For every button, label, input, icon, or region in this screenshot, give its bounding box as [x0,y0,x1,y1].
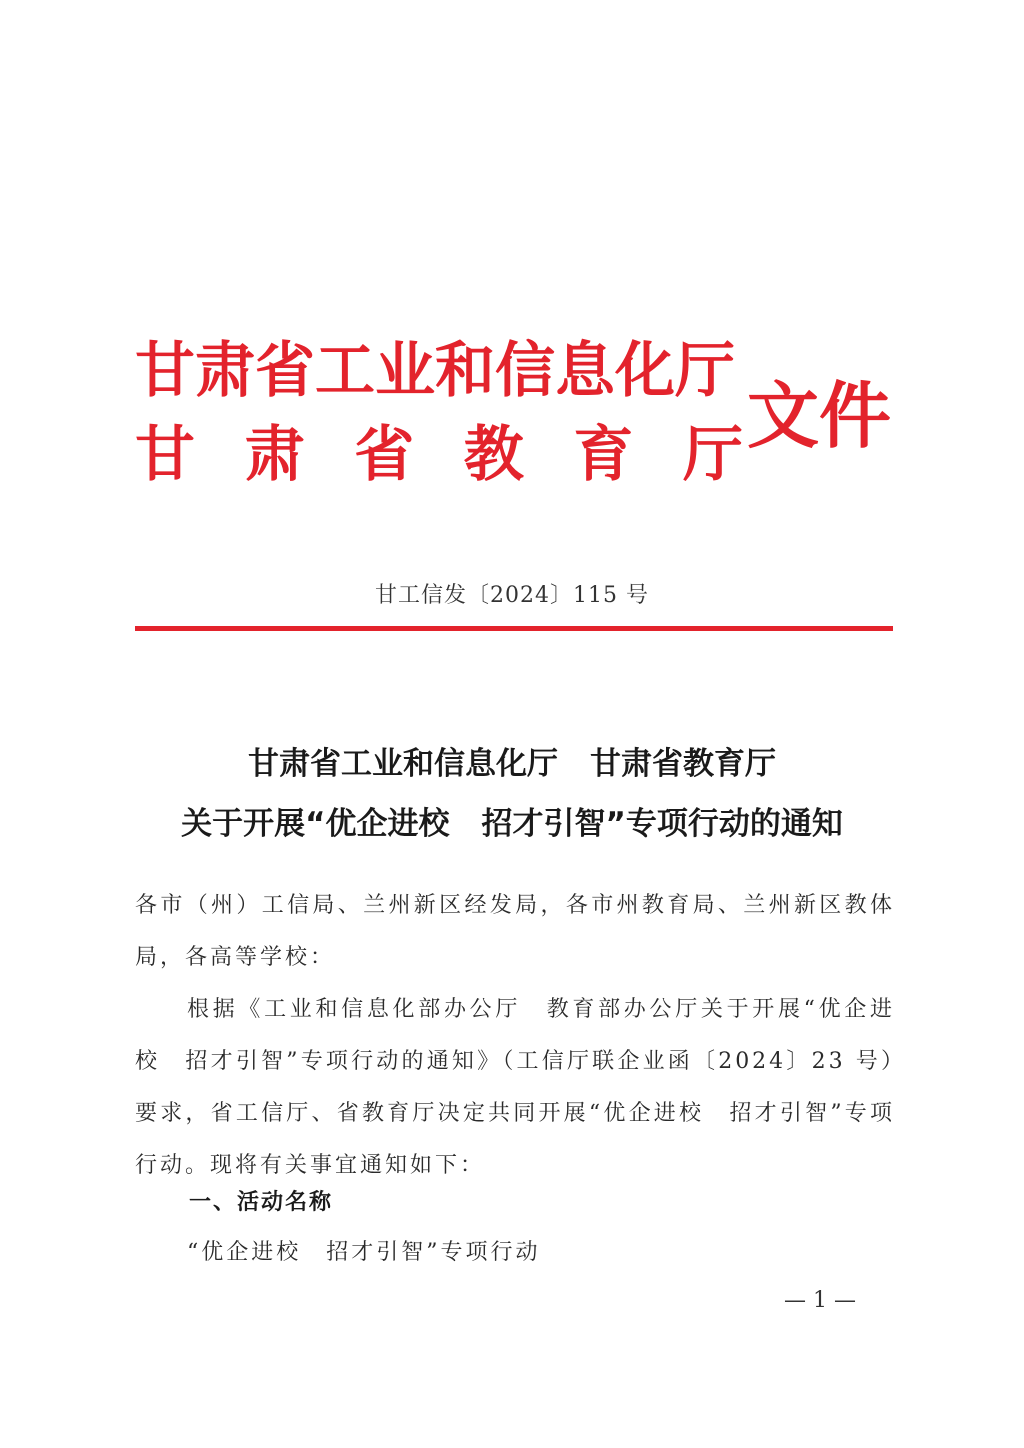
red-divider-line [135,626,893,631]
title-issuer-2: 甘肃省教育厅 [590,746,776,782]
document-number: 甘工信发〔2024〕115 号 [375,583,649,608]
title-issuer-1: 甘肃省工业和信息化厅 [248,746,558,782]
issuer-char: 甘 [135,422,195,488]
addressee: 各市（州）工信局、兰州新区经发局，各市州教育局、兰州新区教体局，各高等学校： [135,893,895,970]
issuer-name-education [135,422,743,488]
issuer-char: 厅 [682,422,743,488]
notice-title-line-1 [120,738,904,783]
notice-title-line-2 [120,798,904,843]
section-heading-1: 一、活动名称 [189,1190,334,1215]
issuer-char: 肃 [244,422,305,488]
title-subject-1: 关于开展“优企进校 [181,806,450,842]
title-subject-2: 招才引智”专项行动的通知 [481,806,843,842]
issuer-char: 育 [573,422,634,488]
body-paragraph-1: 根据《工业和信息化部办公厅 教育部办公厅关于开展“优企进校 招才引智”专项行动的通知》（工信厅联企业函〔2024〕23 号）要求，省工信厅、省教育厅决定共同开展“优企进校 招才引智”专项行动。现将有关事宜通知如下： [135,997,895,1178]
issuer-name-industry: 甘肃省工业和信息化厅 [135,338,735,404]
issuer-char: 省 [354,422,415,488]
document-word: 文件 [747,374,892,458]
issuer-char: 教 [463,422,524,488]
red-masthead [135,338,895,488]
page-number: — 1 — [784,1288,856,1313]
section-1-text: “优企进校 招才引智”专项行动 [187,1240,541,1265]
